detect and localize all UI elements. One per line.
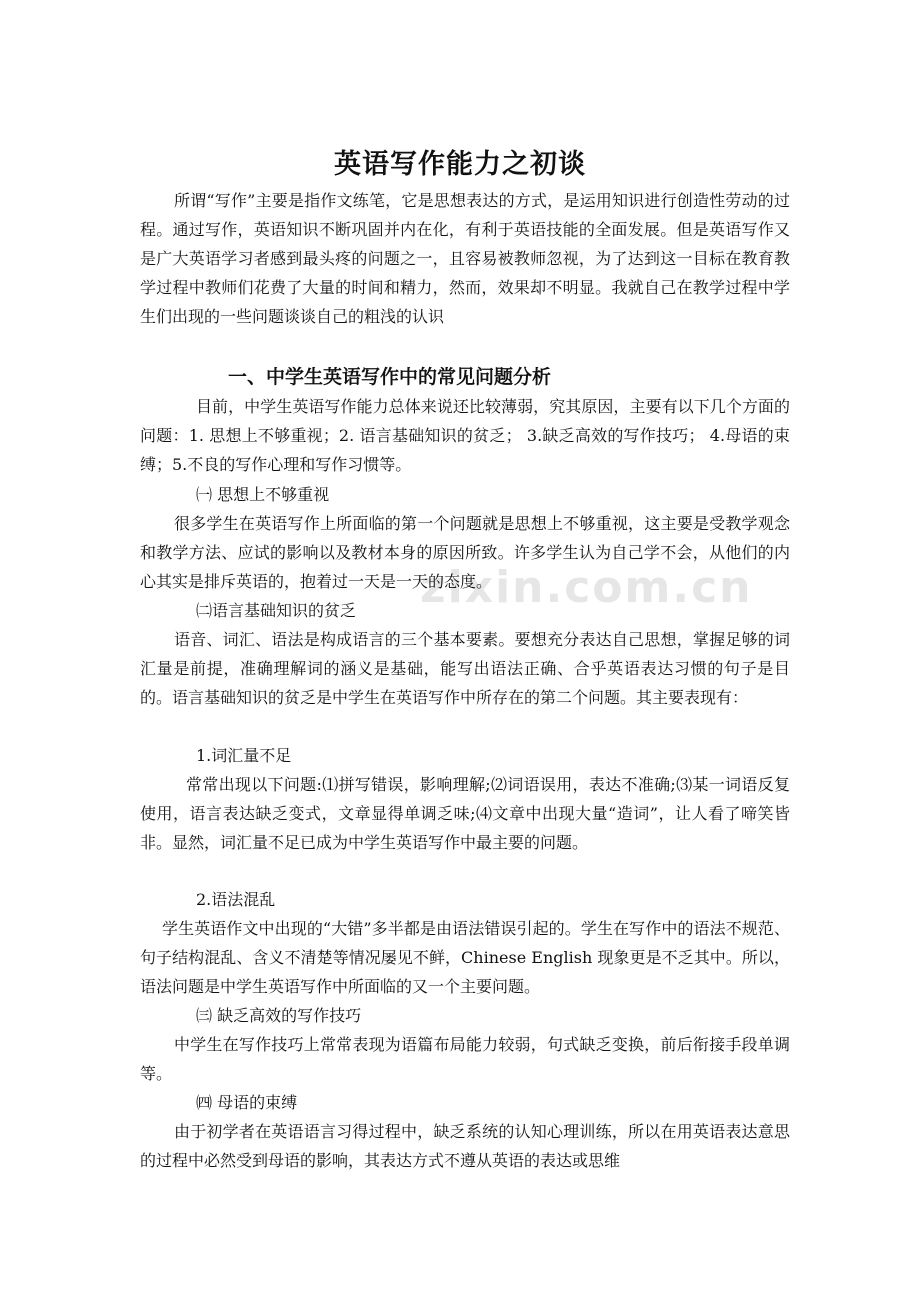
subsection-2-body: 语音、词汇、语法是构成语言的三个基本要素。要想充分表达自己思想，掌握足够的词汇量是前提，准确理解词的涵义是基础，能写出语法正确、合乎英语表达习惯的句子是目的。语言基础知识的贫乏是中学生在英语写作中所存在的第二个问题。其主要表现有： xyxy=(140,630,790,707)
item-1-body: 常常出现以下问题:⑴拼写错误，影响理解;⑵词语误用，表达不准确;⑶某一词语反复使用，语言表达缺乏变式，文章显得单调乏味;⑷文章中出现大量“造词”，让人看了啼笑皆非。显然，词汇量不足已成为中学生英语写作中最主要的问题。 xyxy=(140,775,790,852)
document-title: 英语写作能力之初谈 xyxy=(334,149,586,180)
item-1-heading: 1.词汇量不足 xyxy=(196,746,292,765)
subsection-4-heading: ㈣ 母语的束缚 xyxy=(196,1093,298,1112)
section-1-intro: 目前，中学生英语写作能力总体来说还比较薄弱，究其原因，主要有以下几个方面的问题：1. 思想上不够重视；2. 语言基础知识的贫乏； 3.缺乏高效的写作技巧； 4.母语的束缚；5.不良的写作心理和写作习惯等。 xyxy=(140,397,790,474)
section-1-heading: 一、中学生英语写作中的常见问题分析 xyxy=(228,366,552,388)
item-2-body: 学生英语作文中出现的“大错”多半都是由语法错误引起的。学生在写作中的语法不规范、句子结构混乱、含义不清楚等情况屡见不鲜，Chinese English 现象更是不乏其中。所以，语法问题是中学生英语写作中所面临的又一个主要问题。 xyxy=(140,919,790,996)
intro-paragraph: 所谓“写作”主要是指作文练笔，它是思想表达的方式，是运用知识进行创造性劳动的过程。通过写作，英语知识不断巩固并内在化，有利于英语技能的全面发展。但是英语写作又是广大英语学习者感到最头疼的问题之一，且容易被教师忽视，为了达到这一目标在教育教学过程中教师们花费了大量的时间和精力，然而，效果却不明显。我就自己在教学过程中学生们出现的一些问题谈谈自己的粗浅的认识 xyxy=(140,191,790,326)
subsection-3-heading: ㈢ 缺乏高效的写作技巧 xyxy=(196,1006,362,1025)
subsection-1-heading: ㈠ 思想上不够重视 xyxy=(196,485,330,504)
subsection-3-body: 中学生在写作技巧上常常表现为语篇布局能力较弱，句式缺乏变换，前后衔接手段单调等。 xyxy=(140,1035,790,1083)
subsection-4-body: 由于初学者在英语语言习得过程中，缺乏系统的认知心理训练，所以在用英语表达意思的过程中必然受到母语的影响，其表达方式不遵从英语的表达或思维 xyxy=(140,1122,790,1170)
item-2-heading: 2.语法混乱 xyxy=(196,890,276,909)
subsection-2-heading: ㈡语言基础知识的贫乏 xyxy=(196,601,357,620)
subsection-1-body: 很多学生在英语写作上所面临的第一个问题就是思想上不够重视，这主要是受教学观念和教学方法、应试的影响以及教材本身的原因所致。许多学生认为自己学不会，从他们的内心其实是排斥英语的，抱着过一天是一天的态度。 xyxy=(140,514,790,591)
watermark: zixin.com.cn xyxy=(420,562,753,613)
